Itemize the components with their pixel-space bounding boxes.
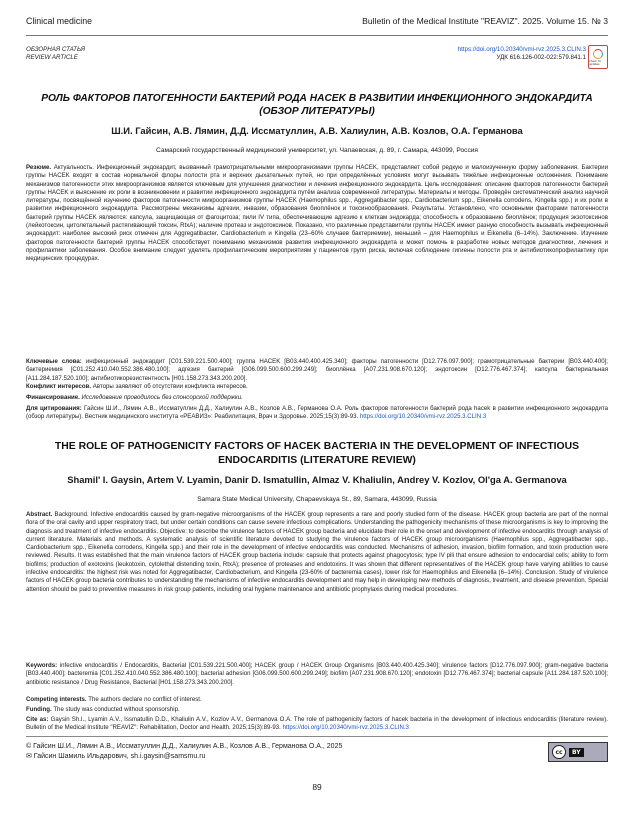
- check-for-updates-badge[interactable]: [588, 45, 608, 69]
- affiliation-en: Samara State Medical University, Chapaevskaya St., 89, Samara, 443099, Russia: [197, 496, 437, 503]
- cite-en-label: Cite as:: [26, 716, 49, 723]
- cc-by-icon: BY: [569, 748, 584, 757]
- article-type: [26, 46, 85, 62]
- title-en: THE ROLE OF PATHOGENICITY FACTORS OF HACEK BACTERIA IN THE DEVELOPMENT OF INFECTIOUS ENDOCARDITIS (LITERATURE REVIEW): [54, 441, 580, 466]
- conflict-en: [26, 696, 608, 704]
- check-for-updates-icon: [593, 49, 603, 59]
- cc-icon: cc: [552, 745, 566, 759]
- abstract-en-label: Abstract.: [26, 511, 53, 518]
- check-for-updates-label: Check for updates: [589, 59, 602, 66]
- header-section: Clinical medicine: [26, 16, 93, 26]
- abstract-en-text: Background. Infective endocarditis caused by gram-negative microorganisms of the HACEK group represents a rare and poorly studied form of the disease. HACEK group bacteria are part of the normal flora of the oral cavity and upper respiratory tract, but under certain conditions can cause severe infectious complications. Understanding the pathogenicity mechanisms of these microorganisms is key to improving the diagnosis and treatment of infective endocarditis. Objective: to describe the virulence factors of HACEK group bacteria and elucidate their role in the onset and development of infective endocarditis through analysis of current literature. Materials and methods. A systematic analysis of scientific literature devoted to studying the virulence factors of HACEK group microorganisms (Haemophilus spp., Aggregatibacter spp., Cardiobacterium spp., Eikenella corrodens, Kingella spp.) and their role in the development of infective endocarditis was conducted. Mechanisms of adhesion, invasion, biofilm formation, and toxin production were reviewed. Results. It was established that the main virulence factors of HACEK group bacteria include: capsule that protects against phagocytosis; type IV pili that ensure adhesion to endocardial cells; ability to form biofilms; production of exotoxins (leukotoxin, cytolethal distending toxin, RtxA); presence of proteases and endotoxins. It was shown that different representatives of the HACEK group have varying abilities to cause infective endocarditis: the highest risk was noted for Aggregatibacter, Cardiobacterium, and Kingella (23-60% of bacteremia cases), lower risk for Haemophilus and Eikenella (6–14%). Conclusion. Study of virulence factors of HACEK group bacteria contributes to understanding the mechanisms of infective endocarditis development and may help in developing new methods of diagnosis, treatment, and disease prevention. Special attention should be paid to preventive measures in risk group patients, including oral hygiene maintenance and antibiotic prophylaxis during medical procedures.: [26, 511, 608, 593]
- abstract-ru: [26, 164, 608, 264]
- keywords-ru-label: Ключевые слова:: [26, 358, 82, 365]
- copyright-text: © Гайсин Ш.И., Лямин А.В., Иссматуллин Д.Д., Халиулин А.В., Козлов А.В., Германова О.А., 2025: [26, 743, 343, 750]
- article-type-ru: ОБЗОРНАЯ СТАТЬЯ: [26, 46, 85, 53]
- keywords-ru-text: инфекционный эндокардит [C01.539.221.500.400]; группа HACEK [B03.440.400.425.340]; факторы патогенности [D12.776.097.900]; грамотрицательные бактерии [B03.440.400]; бактериемия [C01.252.410.040.552.386.480.100]; адгезия бактерий [G06.099.500.600.299.249]; биоплёнка [A07.231.908.670.120]; эндотоксин [D12.776.467.374]; капсула бактериальная [A11.284.187.520.100]; антибиотикорезистентность [H01.158.273.343.200.200].: [26, 358, 608, 382]
- conflict-ru-label: Конфликт интересов.: [26, 383, 92, 390]
- conflict-ru: [26, 383, 608, 391]
- keywords-en-text: infective endocarditis / Endocarditis, Bacterial [C01.539.221.500.400]; HACEK group / HACEK Group Organisms [B03.440.400.425.340]; virulence factors [D12.776.097.900]; gram-negative bacteria [B03.440.400]; bacteremia [C01.252.410.040.552.386.480.100]; bacterial adhesion [G06.099.500.600.299.249]; biofilm [A07.231.908.670.120]; endotoxin [D12.776.467.374]; bacterial capsule [A11.284.187.520.100]; antibiotic resistance / Drug Resistance, Bacterial [H01.158.273.343.200.200].: [26, 662, 608, 686]
- conflict-ru-text: Авторы заявляют об отсутствии конфликта интересов.: [92, 383, 248, 390]
- udk-code: УДК 616.126-002-022:579.841.1: [496, 54, 586, 61]
- affiliation-ru: Самарский государственный медицинский университет, ул. Чапаевская, д. 89, г. Самара, 443099, Россия: [155, 147, 478, 154]
- title-ru: РОЛЬ ФАКТОРОВ ПАТОГЕННОСТИ БАКТЕРИЙ РОДА HACEK В РАЗВИТИИ ИНФЕКЦИОННОГО ЭНДОКАРДИТА (ОБЗОР ЛИТЕРАТУРЫ): [41, 93, 593, 117]
- cc-license-badge[interactable]: [548, 742, 608, 762]
- funding-ru-label: Финансирование.: [26, 394, 80, 401]
- page-number: 89: [312, 782, 322, 792]
- cite-ru-text: Гайсин Ш.И., Лямин А.В., Иссматуллин Д.Д., Халиулин А.В., Козлов А.В., Германова О.А. Роль факторов патогенности бактерий рода hacek в развитии инфекционного эндокардита (обзор литературы). Вестник медицинского института «РЕАВИЗ»: Реабилитация, Врач и Здоровье. 2025;15(3):89-93.: [26, 405, 608, 421]
- keywords-en-label: Keywords:: [26, 662, 58, 669]
- abstract-en: [26, 511, 608, 594]
- funding-ru: [26, 394, 608, 402]
- header-journal: Bulletin of the Medical Institute "REAVIZ". 2025. Volume 15. № 3: [362, 16, 608, 26]
- cite-ru: [26, 405, 608, 422]
- conflict-en-label: Competing interests.: [26, 696, 87, 703]
- abstract-ru-label: Резюме.: [26, 164, 52, 171]
- keywords-en: [26, 662, 608, 687]
- funding-en-text: The study was conducted without sponsorship.: [53, 706, 180, 713]
- cite-en: [26, 716, 608, 733]
- cite-en-text: Gaysin Sh.I., Lyamin A.V., Issmatullin D.D., Khaliulin A.V., Kozlov A.V., Germanova O.A. The role of pathogenicity factors of hacek bacteria in the development of infectious endocarditis (literature review). Bulletin of the Medical Institute "REAVIZ": Rehabilitation, Doctor and Health. 2025;15(3):89-93.: [26, 716, 608, 732]
- conflict-en-text: The authors declare no conflict of interest.: [88, 696, 202, 703]
- doi-link[interactable]: https://doi.org/10.20340/vmi-rvz.2025.3.CLIN.3: [457, 46, 586, 53]
- cite-ru-doi-link[interactable]: https://doi.org/10.20340/vmi-rvz.2025.3.CLIN.3: [359, 413, 487, 421]
- footer-divider: [26, 736, 608, 737]
- cite-ru-label: Для цитирования:: [26, 405, 82, 412]
- copyright-block: [26, 742, 342, 762]
- cite-en-doi-link[interactable]: https://doi.org/10.20340/vmi-rvz.2025.3.CLIN.3: [282, 724, 409, 732]
- abstract-ru-text: Актуальность. Инфекционный эндокардит, вызванный грамотрицательными микроорганизмами группы HACEK, представляет собой редкую и малоизученную форму заболевания. Бактерии группы HACEK входят в состав нормальной флоры полости рта и верхних дыхательных путей, но при определённых условиях могут вызывать тяжёлые инфекционные осложнения. Понимание механизмов патогенности этих микроорганизмов является ключевым для улучшения диагностики и лечения инфекционного эндокардита. Цель исследования: описание факторов патогенности бактерий группы HACEK и выяснение их роли в возникновении и развитии инфекционного эндокардита путём анализа современной литературы. Материалы и методы. Проведён систематический анализ научной литературы, посвящённой изучению факторов патогенности микроорганизмов группы HACEK (Haemophilus spp., Aggregatibacter spp., Cardiobacterium spp., Eikenella corrodens, Kingella spp.) и их роли в развитии инфекционного эндокардита. Рассмотрены механизмы адгезии, инвазии, образования биоплёнок и токсинообразования. Результаты. Установлено, что основными факторами патогенности бактерий группы HACEK являются: капсула, защищающая от фагоцитоза; пили IV типа, обеспечивающие адгезию к клеткам эндокарда; способность к образованию биоплёнок; продукция экзотоксинов (лейкотоксин, цитолетальный растягивающий токсин, RtxA); наличие протеаз и эндотоксинов. Показано, что различные представители группы HACEK имеют разную способность вызывать инфекционный эндокардит: наиболее высокий риск отмечен для Aggregatibacter, Cardiobacterium и Kingella (23–60% случаев бактериемии), меньший – для Haemophilus и Eikenella (6–14%). Заключение. Изучение факторов патогенности бактерий группы HACEK способствует пониманию механизмов развития инфекционного эндокардита и может помочь в разработке новых методов диагностики, лечения и профилактики заболевания. Особое внимание следует уделять профилактическим мероприятиям у пациентов групп риска, включая соблюдение гигиены полости рта и антибиотикопрофилактику при медицинских процедурах.: [26, 164, 608, 263]
- running-header: [26, 16, 608, 36]
- contact-text: ✉ Гайсин Шамиль Ильдарович, sh.i.gaysin@samsmu.ru: [26, 753, 206, 760]
- funding-ru-text: Исследование проводилось без спонсорской поддержки.: [81, 394, 243, 401]
- authors-ru: Ш.И. Гайсин, А.В. Лямин, Д.Д. Иссматуллин, А.В. Халиулин, А.В. Козлов, О.А. Германова: [111, 125, 523, 136]
- keywords-ru: [26, 358, 608, 383]
- article-type-en: REVIEW ARTICLE: [26, 54, 78, 61]
- funding-en-label: Funding.: [26, 706, 52, 713]
- article-identifiers: [458, 46, 586, 62]
- funding-en: [26, 706, 608, 714]
- authors-en: Shamil' I. Gaysin, Artem V. Lyamin, Danir D. Ismatullin, Almaz V. Khaliulin, Andrey V. Kozlov, Ol'ga A. Germanova: [67, 474, 567, 485]
